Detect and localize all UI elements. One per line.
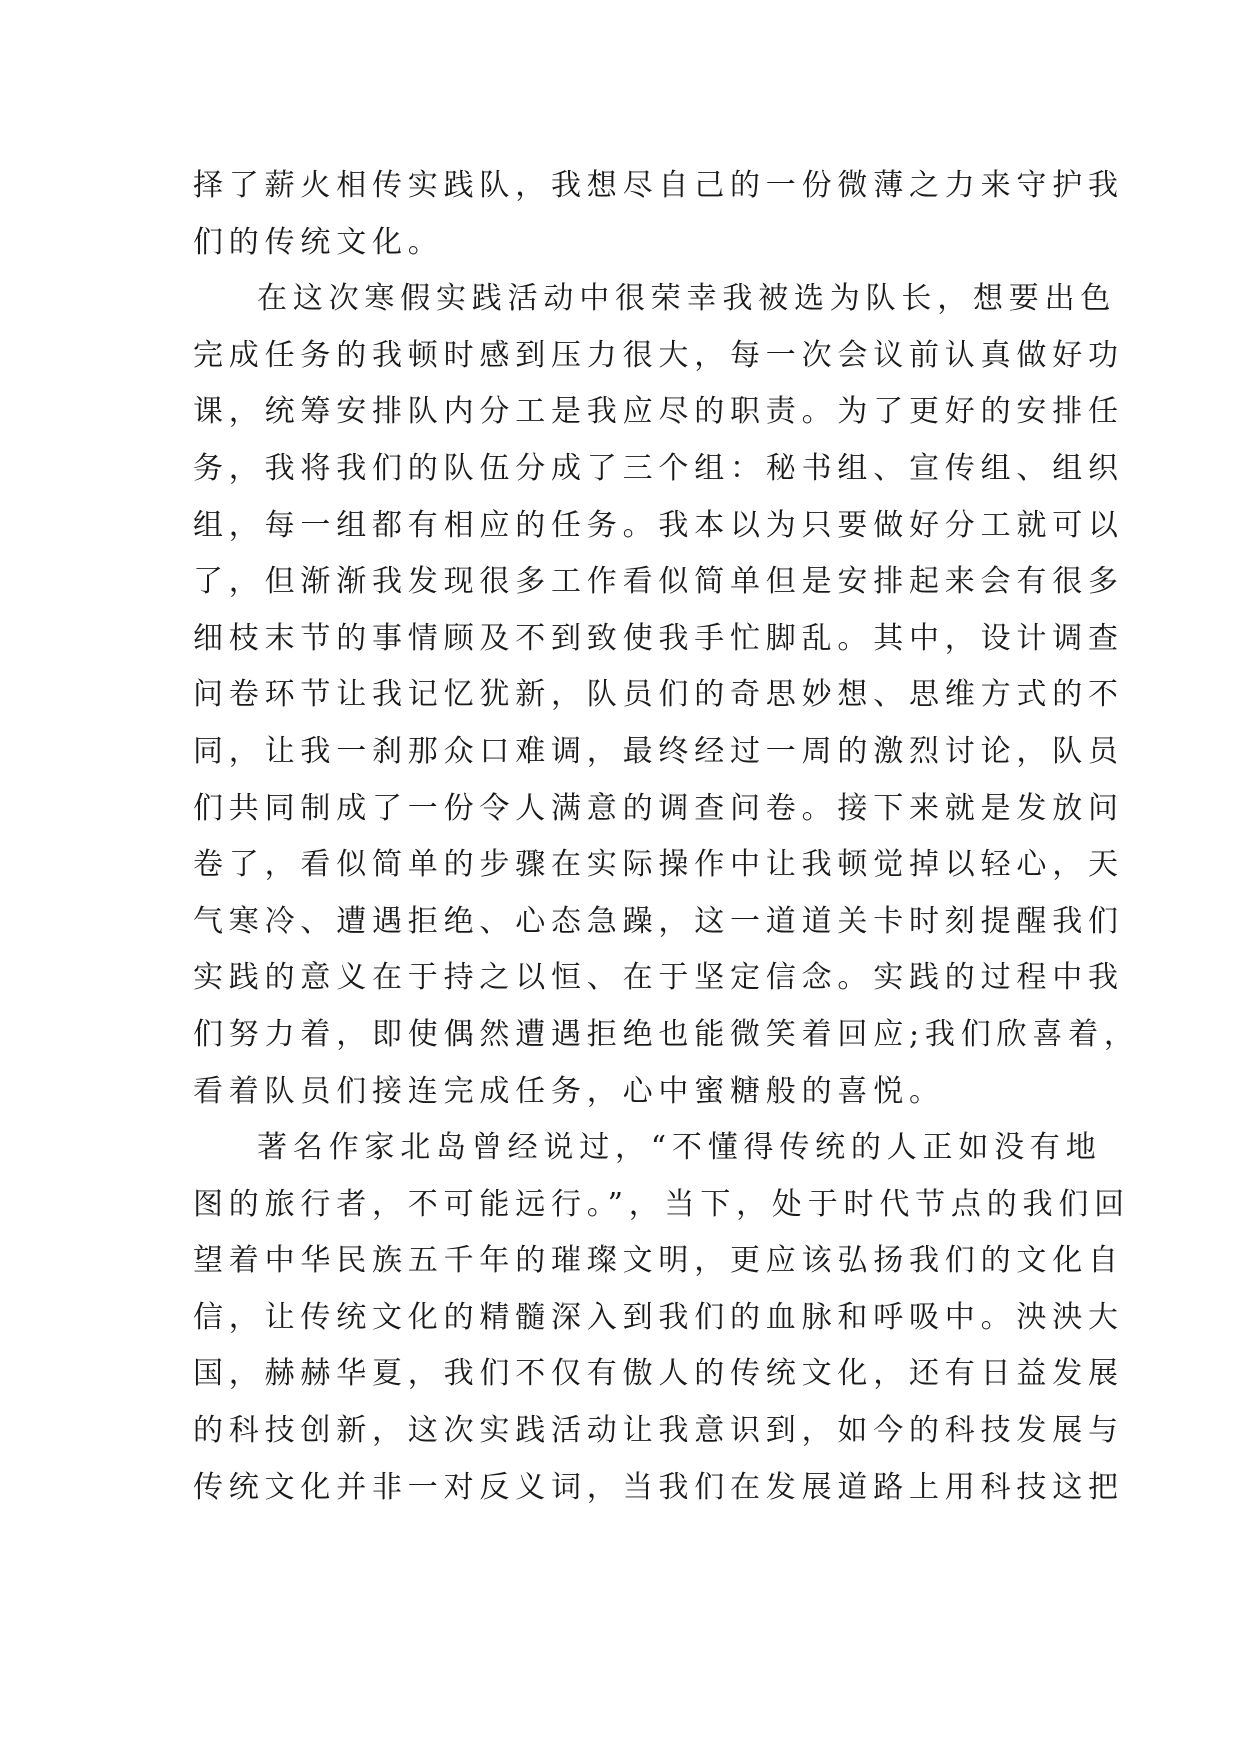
text-line: 气寒冷、遭遇拒绝、心态急躁，这一道道关卡时刻提醒我们 — [193, 903, 1124, 939]
text-line: 卷了，看似简单的步骤在实际操作中让我顿觉掉以轻心，天 — [193, 847, 1124, 883]
paragraph-start-line: 著名作家北岛曾经说过，“不懂得传统的人正如没有地 — [257, 1130, 1102, 1166]
text-line: 择了薪火相传实践队，我想尽自己的一份微薄之力来守护我 — [193, 168, 1124, 203]
body-text — [193, 158, 1140, 1516]
text-line: 的科技创新，这次实践活动让我意识到，如今的科技发展与 — [193, 1413, 1124, 1449]
text-line: 国，赫赫华夏，我们不仅有傲人的传统文化，还有日益发展 — [193, 1356, 1124, 1392]
text-line: 望着中华民族五千年的璀璨文明，更应该弘扬我们的文化自 — [193, 1243, 1124, 1279]
text-line: 们的传统文化。 — [193, 224, 444, 260]
text-line: 实践的意义在于持之以恒、在于坚定信念。实践的过程中我 — [193, 960, 1124, 996]
text-line: 务，我将我们的队伍分成了三个组：秘书组、宣传组、组织 — [193, 450, 1124, 486]
text-line: 完成任务的我顿时感到压力很大，每一次会议前认真做好功 — [193, 337, 1124, 373]
text-line: 组，每一组都有相应的任务。我本以为只要做好分工就可以 — [193, 507, 1124, 543]
text-line: 传统文化并非一对反义词，当我们在发展道路上用科技这把 — [193, 1469, 1124, 1505]
paragraph-start-line: 在这次寒假实践活动中很荣幸我被选为队长，想要出色 — [257, 281, 1117, 317]
text-line: 们努力着，即使偶然遭遇拒绝也能微笑着回应;我们欣喜着， — [193, 1016, 1140, 1052]
text-line: 了，但渐渐我发现很多工作看似简单但是安排起来会有很多 — [193, 564, 1124, 600]
text-line: 细枝末节的事情顾及不到致使我手忙脚乱。其中，设计调查 — [193, 620, 1124, 656]
text-line: 看着队员们接连完成任务，心中蜜糖般的喜悦。 — [193, 1073, 945, 1109]
text-line: 课，统筹安排队内分工是我应尽的职责。为了更好的安排任 — [193, 394, 1124, 430]
text-line: 们共同制成了一份令人满意的调查问卷。接下来就是发放问 — [193, 790, 1124, 826]
text-line: 问卷环节让我记忆犹新，队员们的奇思妙想、思维方式的不 — [193, 677, 1124, 713]
text-line: 信，让传统文化的精髓深入到我们的血脉和呼吸中。泱泱大 — [193, 1299, 1124, 1335]
text-line: 同，让我一刹那众口难调，最终经过一周的激烈讨论，队员 — [193, 733, 1124, 769]
text-line: 图的旅行者，不可能远行。”，当下，处于时代节点的我们回 — [193, 1186, 1130, 1222]
